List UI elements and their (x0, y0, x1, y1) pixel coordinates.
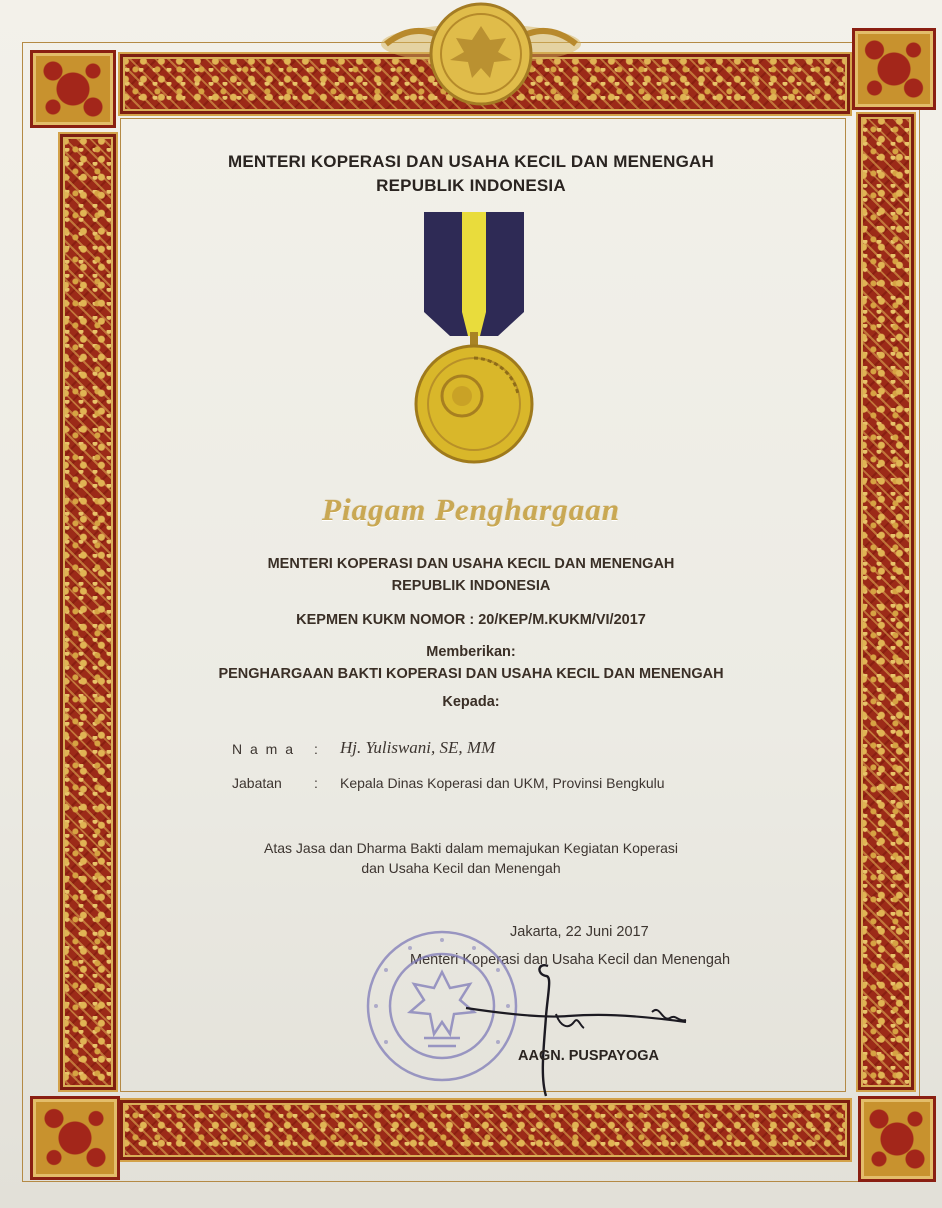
signatory-name: AAGN. PUSPAYOGA (518, 1048, 659, 1064)
border-right (856, 112, 916, 1092)
citation-line-2: dan Usaha Kecil dan Menengah (361, 860, 561, 876)
position-separator: : (314, 775, 318, 791)
garuda-emblem-icon (376, 0, 586, 108)
decree-number: KEPMEN KUKM NOMOR : 20/KEP/M.KUKM/VI/2017 (296, 612, 646, 628)
corner-ornament-bottom-right (858, 1096, 936, 1182)
corner-ornament-bottom-left (30, 1096, 120, 1180)
award-name: PENGHARGAAN BAKTI KOPERASI DAN USAHA KECIL DAN MENENGAH (218, 666, 724, 682)
handwritten-signature (456, 956, 696, 1106)
giving-label: Memberikan: (426, 644, 516, 660)
header-line-1: MENTERI KOPERASI DAN USAHA KECIL DAN MENENGAH (228, 152, 714, 171)
place-date: Jakarta, 22 Juni 2017 (510, 924, 649, 940)
name-separator: : (314, 741, 318, 757)
to-label: Kepada: (442, 694, 500, 710)
certificate-title: Piagam Penghargaan (322, 492, 620, 527)
position-label: Jabatan (232, 775, 282, 791)
medal-icon (400, 208, 550, 470)
recipient-name: Hj. Yuliswani, SE, MM (340, 738, 496, 757)
name-label: N a m a (232, 741, 296, 757)
border-bottom (118, 1098, 852, 1162)
header-line-2: REPUBLIK INDONESIA (376, 176, 566, 195)
recipient-position: Kepala Dinas Koperasi dan UKM, Provinsi Bengkulu (340, 775, 665, 791)
signatory-office: Menteri Koperasi dan Usaha Kecil dan Menengah (410, 952, 731, 968)
citation-line-1: Atas Jasa dan Dharma Bakti dalam memajukan Kegiatan Koperasi (264, 840, 678, 856)
corner-ornament-top-right (852, 28, 936, 110)
corner-ornament-top-left (30, 50, 116, 128)
issuer-line-2: REPUBLIK INDONESIA (391, 578, 551, 594)
issuer-line-1: MENTERI KOPERASI DAN USAHA KECIL DAN MENENGAH (267, 556, 675, 572)
